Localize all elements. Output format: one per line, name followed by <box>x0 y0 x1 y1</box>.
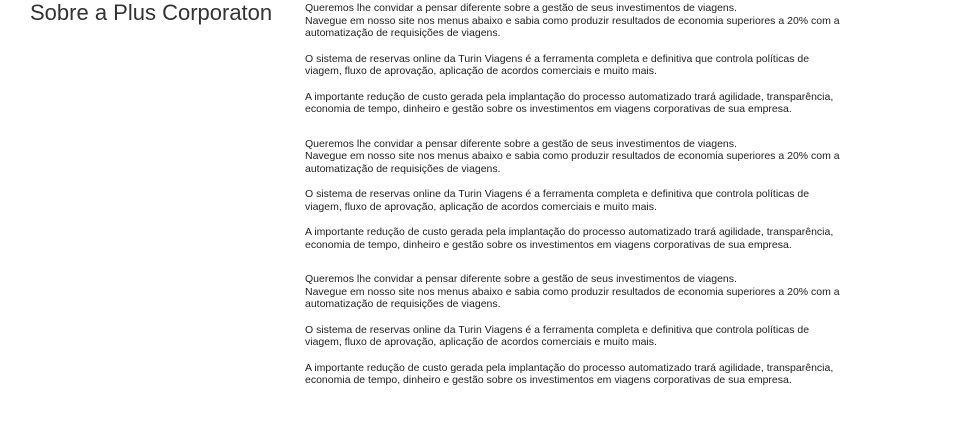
paragraph-line: Navegue em nosso site nos menus abaixo e sabia como produzir resultados de economia superiores a 20% com a <box>305 150 840 162</box>
text-block-3 <box>305 273 945 387</box>
system-paragraph <box>305 53 945 78</box>
paragraph-line: Navegue em nosso site nos menus abaixo e sabia como produzir resultados de economia superiores a 20% com a <box>305 285 840 298</box>
paragraph-line: viagem, fluxo de aprovação, aplicação de acordos comerciais e muito mais. <box>305 200 657 213</box>
paragraph-line: A importante redução de custo gerada pela implantação do processo automatizado trará agilidade, transparência, <box>305 226 834 238</box>
paragraph-line: automatização de requisições de viagens. <box>305 162 501 175</box>
paragraph-line: automatização de requisições de viagens. <box>305 298 501 310</box>
page-title: Sobre a Plus Corporaton <box>30 0 273 25</box>
paragraph-line: O sistema de reservas online da Turin Viagens é a ferramenta completa e definitiva que controla políticas de <box>305 323 810 336</box>
paragraph-line: O sistema de reservas online da Turin Viagens é a ferramenta completa e definitiva que controla políticas de <box>305 52 810 65</box>
paragraph-line: Queremos lhe convidar a pensar diferente sobre a gestão de seus investimentos de viagens. <box>305 273 737 285</box>
paragraph-line: automatização de requisições de viagens. <box>305 27 501 39</box>
system-paragraph <box>305 188 945 213</box>
paragraph-line: viagem, fluxo de aprovação, aplicação de acordos comerciais e muito mais. <box>305 65 657 77</box>
paragraph-line: economia de tempo, dinheiro e gestão sobre os investimentos em viagens corporativas de sua empresa. <box>305 374 792 386</box>
intro-paragraph <box>305 138 945 176</box>
paragraph-line: A importante redução de custo gerada pela implantação do processo automatizado trará agilidade, transparência, <box>305 361 834 374</box>
intro-paragraph <box>305 273 945 311</box>
intro-paragraph <box>305 2 945 40</box>
paragraph-line: economia de tempo, dinheiro e gestão sobre os investimentos em viagens corporativas de sua empresa. <box>305 238 792 251</box>
paragraph-line: A importante redução de custo gerada pela implantação do processo automatizado trará agilidade, transparência, <box>305 90 834 103</box>
content-column <box>305 2 945 387</box>
paragraph-line: Navegue em nosso site nos menus abaixo e sabia como produzir resultados de economia superiores a 20% com a <box>305 14 840 27</box>
cost-reduction-paragraph <box>305 362 945 387</box>
paragraph-line: Queremos lhe convidar a pensar diferente sobre a gestão de seus investimentos de viagens. <box>305 2 737 14</box>
paragraph-line: economia de tempo, dinheiro e gestão sobre os investimentos em viagens corporativas de sua empresa. <box>305 103 792 115</box>
text-block-1 <box>305 2 945 116</box>
paragraph-line: Queremos lhe convidar a pensar diferente sobre a gestão de seus investimentos de viagens. <box>305 137 737 150</box>
paragraph-line: O sistema de reservas online da Turin Viagens é a ferramenta completa e definitiva que controla políticas de <box>305 188 810 200</box>
text-block-2 <box>305 138 945 252</box>
paragraph-line: viagem, fluxo de aprovação, aplicação de acordos comerciais e muito mais. <box>305 336 657 348</box>
cost-reduction-paragraph <box>305 91 945 116</box>
system-paragraph <box>305 324 945 349</box>
cost-reduction-paragraph <box>305 226 945 251</box>
